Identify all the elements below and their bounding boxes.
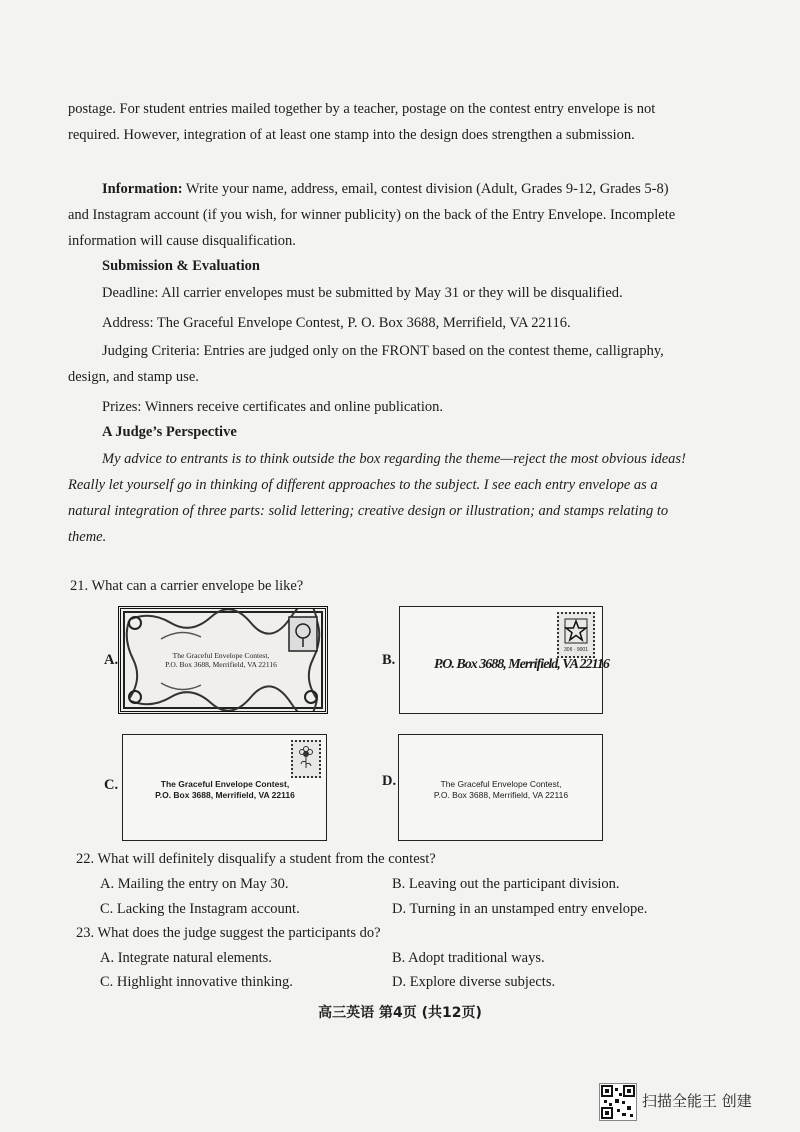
q21-option-b-letter: B.: [382, 652, 396, 668]
information-label: Information:: [102, 181, 183, 197]
q21-envelope-d-line2: P.O. Box 3688, Merrifield, VA 22116: [433, 790, 569, 800]
address-text: Address: The Graceful Envelope Contest, P. O. Box 3688, Merrifield, VA 22116.: [102, 315, 571, 331]
q21-envelope-d-address: [421, 779, 581, 801]
judge-perspective-text: My advice to entrants is to think outside the box regarding the theme—reject the most obvious ideas! Really let yourself go in thinking of different approaches to the subject. I see each entry envelope as a natural integration of three parts: solid lettering; creative design or illustration; and stamps relating to theme.: [68, 451, 686, 545]
star-icon: [564, 618, 588, 644]
submission-heading: Submission & Evaluation: [102, 258, 260, 274]
q21-option-c-letter: C.: [104, 777, 119, 793]
prizes-text: Prizes: Winners receive certificates and online publication.: [102, 399, 443, 415]
q21-envelope-c: [122, 734, 327, 841]
stamp-value: 30¢ · 9001: [564, 647, 588, 653]
q21-option-d-letter: D.: [382, 773, 397, 789]
q21-option-a-letter: A.: [104, 652, 119, 668]
q23-stem: 23. What does the judge suggest the participants do?: [76, 925, 381, 941]
q23-option-c: C. Highlight innovative thinking.: [100, 974, 293, 990]
q23-option-a: A. Integrate natural elements.: [100, 950, 272, 966]
q21-envelope-d: [398, 734, 603, 841]
q21-envelope-c-line1: The Graceful Envelope Contest,: [160, 779, 290, 789]
q21-envelope-a: [118, 606, 328, 714]
q21-envelope-c-address: [145, 779, 305, 801]
q21-stem: 21. What can a carrier envelope be like?: [70, 578, 304, 594]
q22-option-b: B. Leaving out the participant division.: [392, 876, 620, 892]
judging-criteria-text: Judging Criteria: Entries are judged only on the FRONT based on the contest theme, calligraphy, design, and stamp use.: [68, 343, 664, 385]
q22-option-c: C. Lacking the Instagram account.: [100, 901, 300, 917]
q21-envelope-b: [399, 606, 609, 714]
deadline-text: Deadline: All carrier envelopes must be submitted by May 31 or they will be disqualified.: [102, 285, 623, 301]
q21-envelope-c-line2: P.O. Box 3688, Merrifield, VA 22116: [155, 790, 295, 800]
information-text: Write your name, address, email, contest division (Adult, Grades 9-12, Grades 5-8) and Instagram account (if you wish, for winner publicity) on the back of the Entry Envelope. Incomplete information will cause disqualification.: [68, 181, 676, 249]
postage-paragraph: postage. For student entries mailed together by a teacher, postage on the contest entry envelope is not required. However, integration of at least one stamp into the design does strengthen a submission.: [68, 101, 656, 143]
q21-envelope-d-line1: The Graceful Envelope Contest,: [440, 779, 562, 789]
q23-option-b: B. Adopt traditional ways.: [392, 950, 545, 966]
flower-icon: [297, 746, 315, 772]
flower-stamp-icon: [291, 740, 321, 778]
page-number: 高三英语 第4页 (共12页): [318, 1005, 482, 1021]
qr-code-icon: [599, 1083, 637, 1121]
q22-stem: 22. What will definitely disqualify a student from the contest?: [76, 851, 436, 867]
q22-option-a: A. Mailing the entry on May 30.: [100, 876, 289, 892]
star-stamp-icon: [557, 612, 595, 658]
q21-envelope-b-address: P.O. Box 3688, Merrifield, VA 22116: [434, 657, 609, 672]
q21-envelope-a-address: [161, 651, 281, 669]
qr-pattern-icon: [600, 1084, 636, 1120]
scanner-watermark: 扫描全能王 创建: [642, 1092, 752, 1110]
q23-option-d: D. Explore diverse subjects.: [392, 974, 556, 990]
q21-envelope-a-line1: The Graceful Envelope Contest,: [172, 651, 270, 660]
judge-heading: A Judge’s Perspective: [102, 424, 237, 440]
q21-envelope-a-line2: P.O. Box 3688, Merrifield, VA 22116: [165, 660, 277, 669]
information-paragraph: [68, 176, 688, 254]
q22-option-d: D. Turning in an unstamped entry envelope.: [392, 901, 648, 917]
